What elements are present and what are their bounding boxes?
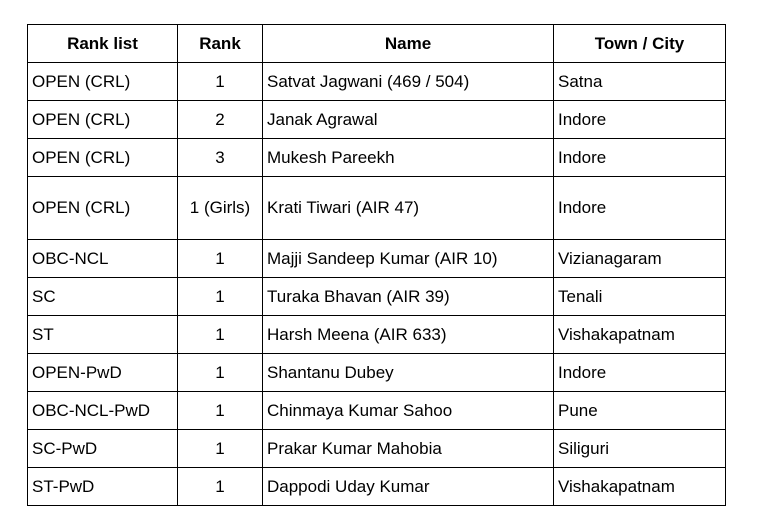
- cell-name: Dappodi Uday Kumar: [263, 468, 554, 506]
- cell-rank: 1: [178, 240, 263, 278]
- cell-rank: 1: [178, 392, 263, 430]
- cell-rank: 1: [178, 468, 263, 506]
- cell-town: Tenali: [554, 278, 726, 316]
- table-row: [28, 354, 726, 392]
- cell-name: Krati Tiwari (AIR 47): [263, 177, 554, 240]
- cell-rank-list: ST-PwD: [28, 468, 178, 506]
- header-town-city: Town / City: [554, 25, 726, 63]
- cell-rank-list: OBC-NCL-PwD: [28, 392, 178, 430]
- cell-name: Shantanu Dubey: [263, 354, 554, 392]
- table-row: [28, 430, 726, 468]
- rank-table: [27, 24, 726, 506]
- header-name: Name: [263, 25, 554, 63]
- table-row: [28, 101, 726, 139]
- cell-name: Majji Sandeep Kumar (AIR 10): [263, 240, 554, 278]
- cell-rank-list: OPEN (CRL): [28, 63, 178, 101]
- cell-rank-list: ST: [28, 316, 178, 354]
- table-row: [28, 63, 726, 101]
- cell-rank: 1 (Girls): [178, 177, 263, 240]
- cell-rank: 1: [178, 63, 263, 101]
- cell-rank-list: OPEN (CRL): [28, 177, 178, 240]
- cell-rank: 1: [178, 278, 263, 316]
- cell-town: Indore: [554, 139, 726, 177]
- cell-town: Satna: [554, 63, 726, 101]
- cell-rank-list: OPEN-PwD: [28, 354, 178, 392]
- cell-name: Turaka Bhavan (AIR 39): [263, 278, 554, 316]
- header-rank: Rank: [178, 25, 263, 63]
- cell-rank-list: OPEN (CRL): [28, 139, 178, 177]
- cell-rank: 1: [178, 316, 263, 354]
- cell-town: Indore: [554, 354, 726, 392]
- table-row: [28, 468, 726, 506]
- cell-rank-list: SC: [28, 278, 178, 316]
- table-row: [28, 392, 726, 430]
- cell-name: Harsh Meena (AIR 633): [263, 316, 554, 354]
- cell-town: Vizianagaram: [554, 240, 726, 278]
- table-row: [28, 316, 726, 354]
- table-row: [28, 278, 726, 316]
- header-rank-list: Rank list: [28, 25, 178, 63]
- cell-rank-list: SC-PwD: [28, 430, 178, 468]
- cell-rank: 1: [178, 430, 263, 468]
- table-row: [28, 139, 726, 177]
- cell-town: Siliguri: [554, 430, 726, 468]
- cell-name: Satvat Jagwani (469 / 504): [263, 63, 554, 101]
- cell-name: Mukesh Pareekh: [263, 139, 554, 177]
- cell-town: Vishakapatnam: [554, 468, 726, 506]
- cell-rank-list: OBC-NCL: [28, 240, 178, 278]
- cell-rank: 2: [178, 101, 263, 139]
- cell-name: Prakar Kumar Mahobia: [263, 430, 554, 468]
- cell-town: Vishakapatnam: [554, 316, 726, 354]
- header-row: [28, 25, 726, 63]
- cell-rank-list: OPEN (CRL): [28, 101, 178, 139]
- table-row: [28, 177, 726, 240]
- cell-name: Janak Agrawal: [263, 101, 554, 139]
- table-row: [28, 240, 726, 278]
- cell-rank: 1: [178, 354, 263, 392]
- cell-town: Indore: [554, 101, 726, 139]
- cell-town: Indore: [554, 177, 726, 240]
- cell-name: Chinmaya Kumar Sahoo: [263, 392, 554, 430]
- cell-town: Pune: [554, 392, 726, 430]
- cell-rank: 3: [178, 139, 263, 177]
